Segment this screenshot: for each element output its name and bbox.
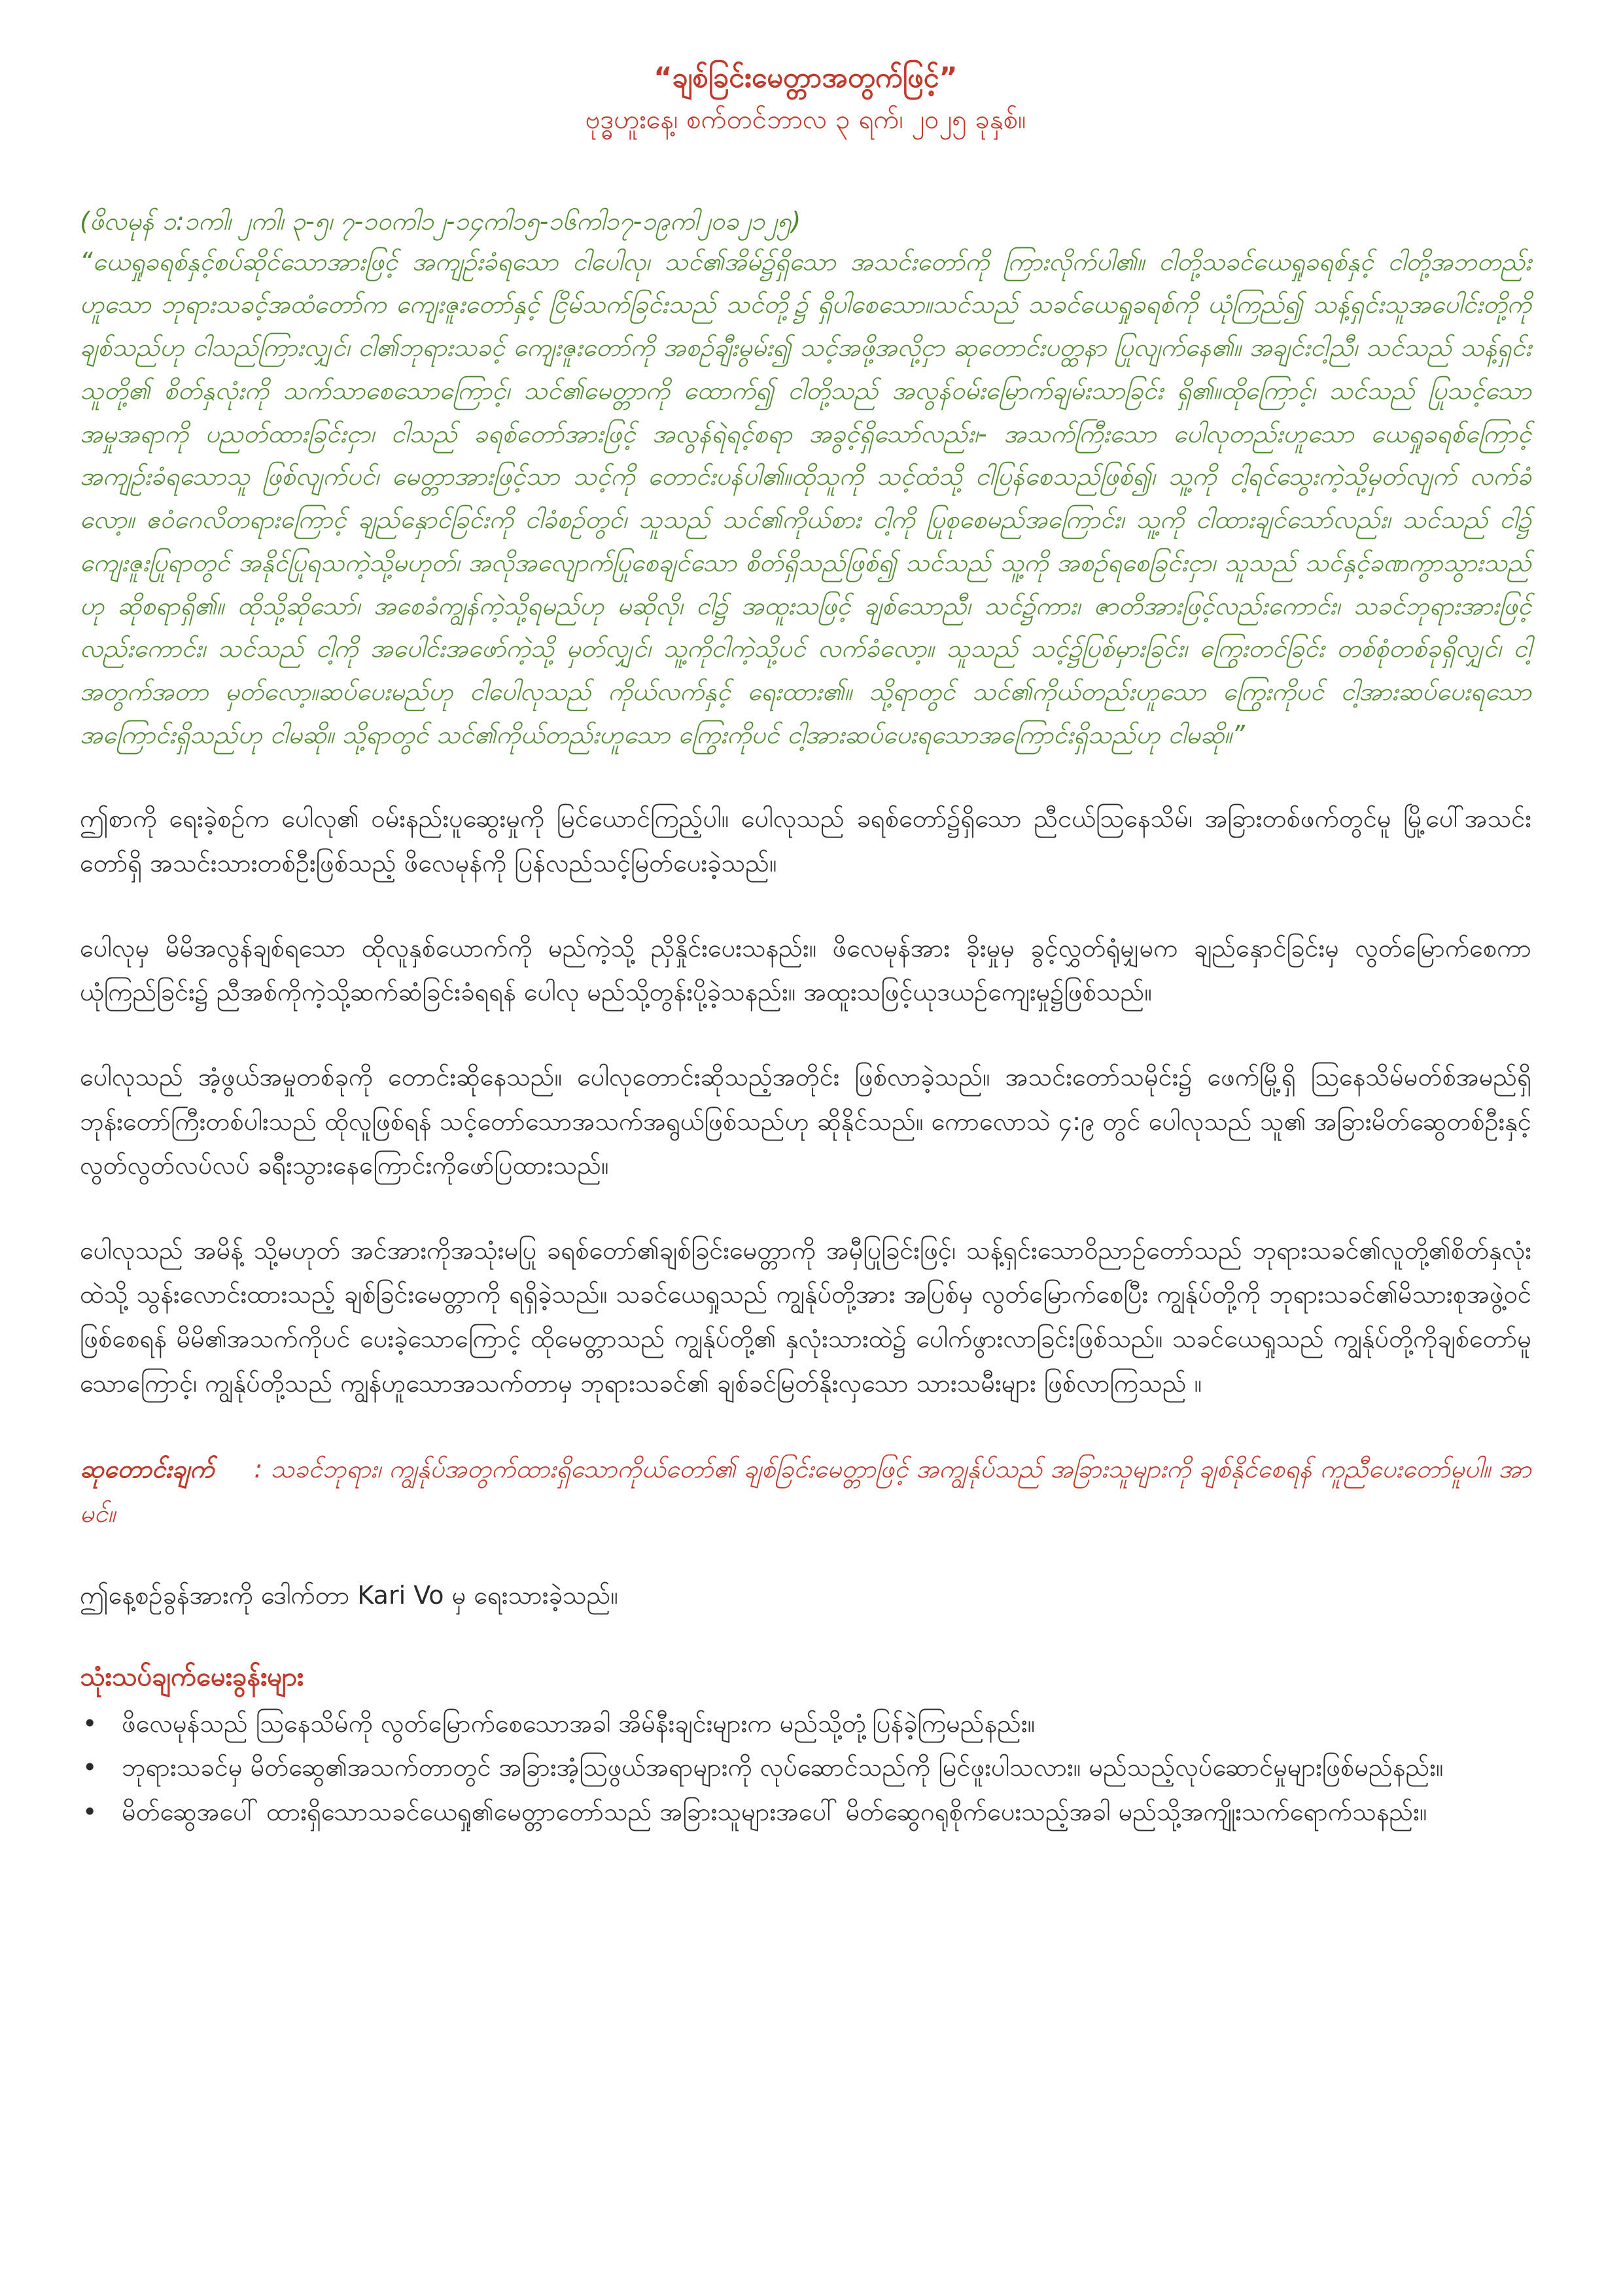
body-paragraph-3: ပေါလုသည် အံ့ဖွယ်အမှုတစ်ခုကို တောင်းဆိုနေသည်။ ပေါလုတောင်းဆိုသည့်အတိုင်း ဖြစ်လာခဲ့သည်။ အသင်းတော်သမိုင်း၌ ဖေက်မြို့ရှိ ဩနေသိမ်မတ်စ်အမည်ရှိ ဘုန်းတော်ကြီးတစ်ပါးသည် ထိုလူဖြစ်ရန် သင့်တော်သောအသက်အရွယ်ဖြစ်သည်ဟု ဆိုနိုင်သည်။ ကောလောသဲ ၄:၉ တွင် ပေါလုသည် သူ၏ အခြားမိတ်ဆွေတစ်ဦးနှင့်လွတ်လွတ်လပ်လပ် ခရီးသွားနေကြောင်းကိုဖော်ပြထားသည်။ bbox=[80, 1062, 1531, 1180]
list-item bbox=[80, 1790, 1531, 1835]
scripture-text: “ယေရှုခရစ်နှင့်စပ်ဆိုင်သောအားဖြင့် အကျဉ်းခံရသော ငါပေါလု၊ သင်၏အိမ်၌ရှိသော အသင်းတော်ကို ကြားလိုက်ပါ၏။ ငါတို့သခင်ယေရှုခရစ်နှင့် ငါတို့အဘတည်းဟူသော ဘုရားသခင့်အထံတော်က ကျေးဇူးတော်နှင့် ငြိမ်သက်ခြင်းသည် သင်တို့၌ ရှိပါစေသော။သင်သည် သခင်ယေရှုခရစ်ကို ယုံကြည်၍ သန့်ရှင်းသူအပေါင်းတို့ကို ချစ်သည်ဟု ငါသည်ကြားလျှင်၊ ငါ၏ဘုရားသခင့် ကျေးဇူးတော်ကို အစဉ်ချီးမွမ်း၍ သင့်အဖို့အလို့ငှာ ဆုတောင်းပတ္ထနာ ပြုလျက်နေ၏။ အချင်းငါ့ညီ၊ သင်သည် သန့်ရှင်းသူတို့၏ စိတ်နှလုံးကို သက်သာစေသောကြောင့်၊ သင်၏မေတ္တာကို ထောက်၍ ငါတို့သည် အလွန်ဝမ်းမြောက်ချမ်းသာခြင်း ရှိ၏။ထိုကြောင့်၊ သင်သည် ပြုသင့်သောအမှုအရာကို ပညတ်ထားခြင်းငှာ၊ ငါသည် ခရစ်တော်အားဖြင့် အလွန်ရဲရင့်စရာ အခွင့်ရှိသော်လည်း၊- အသက်ကြီးသော ပေါလုတည်းဟူသော ယေရှုခရစ်ကြောင့် အကျဉ်းခံရသောသူ ဖြစ်လျက်ပင်၊ မေတ္တာအားဖြင့်သာ သင့်ကို တောင်းပန်ပါ၏။ထိုသူကို သင့်ထံသို့ ငါပြန်စေသည်ဖြစ်၍၊ သူ့ကို ငါ့ရင်သွေးကဲ့သို့မှတ်လျက် လက်ခံလော့။ ဧဝံဂေလိတရားကြောင့် ချည်နှောင်ခြင်းကို ငါခံစဉ်တွင်၊ သူသည် သင်၏ကိုယ်စား ငါ့ကို ပြုစုစေမည်အကြောင်း၊ သူ့ကို ငါထားချင်သော်လည်း၊ သင်သည် ငါ၌ ကျေးဇူးပြုရာတွင် အနိုင်ပြုရသကဲ့သို့မဟုတ်၊ အလိုအလျောက်ပြုစေချင်သော စိတ်ရှိသည်ဖြစ်၍ သင်သည် သူ့ကို အစဉ်ရစေခြင်းငှာ၊ သူသည် သင်နှင့်ခဏကွာသွားသည်ဟု ဆိုစရာရှိ၏။ ထိုသို့ဆိုသော်၊ အစေခံကျွန်ကဲ့သို့ရမည်ဟု မဆိုလို၊ ငါ၌ အထူးသဖြင့် ချစ်သောညီ၊ သင်၌ကား၊ ဇာတိအားဖြင့်လည်းကောင်း၊ သခင်ဘုရားအားဖြင့်လည်းကောင်း၊ သင်သည် ငါ့ကို အပေါင်းအဖော်ကဲ့သို့ မှတ်လျှင်၊ သူ့ကိုငါကဲ့သို့ပင် လက်ခံလော့။ သူသည် သင့်၌ပြစ်မှားခြင်း၊ ကြွေးတင်ခြင်း တစ်စုံတစ်ခုရှိလျှင်၊ ငါ့အတွက်အတာ မှတ်လော့။ဆပ်ပေးမည်ဟု ငါပေါလုသည် ကိုယ်လက်နှင့် ရေးထား၏။ သို့ရာတွင် သင်၏ကိုယ်တည်းဟူသော ကြွေးကိုပင် ငါ့အားဆပ်ပေးရသောအကြောင်းရှိသည်ဟု ငါမဆို။ သို့ရာတွင် သင်၏ကိုယ်တည်းဟူသော ကြွေးကိုပင် ငါ့အားဆပ်ပေးရသောအကြောင်းရှိသည်ဟု ငါမဆို။” bbox=[80, 247, 1531, 749]
page-title: “ချစ်ခြင်းမေတ္တာအတွက်ဖြင့်” bbox=[654, 62, 958, 94]
date-line: ဗုဒ္ဓဟူးနေ့၊ စက်တင်ဘာလ ၃ ရက်၊ ၂၀၂၅ ခုနှစ်။ bbox=[585, 104, 1026, 135]
question-text: ဖိလေမုန်သည် ဩနေသိမ်ကို လွတ်မြောက်စေသောအခါ အိမ်နီးချင်းများက မည်သို့တုံ့ပြန်ခဲ့ကြမည်နည်း။ bbox=[122, 1708, 1036, 1738]
bullet-icon: • bbox=[82, 1753, 97, 1782]
bullet-icon: • bbox=[82, 1797, 97, 1826]
bullet-icon: • bbox=[82, 1708, 97, 1738]
body-paragraph-2: ပေါလုမှ မိမိအလွန်ချစ်ရသော ထိုလူနှစ်ယောက်ကို မည်ကဲ့သို့ ညှိနှိုင်းပေးသနည်း။ ဖိလေမုန်အား ခိုးမှုမှ ခွင့်လွှတ်ရုံမျှမက ချည်နှောင်ခြင်းမှ လွတ်မြောက်စေကာ ယုံကြည်ခြင်း၌ ညီအစ်ကိုကဲ့သို့ဆက်ဆံခြင်းခံရရန် ပေါလု မည်သို့တွန်းပို့ခဲ့သနည်း။ အထူးသဖြင့်ယုဒယဉ်ကျေးမှု၌ဖြစ်သည်။ bbox=[80, 933, 1531, 1007]
scripture-reference: (ဖိလမုန် ၁:၁ကါ၊ ၂ကါ၊ ၃-၅၊ ၇-၁၀ကါ၁၂-၁၄ကါ၁၅-၁၆ကါ၁၇-၁၉ကါ၂၀ခ၂၁၂၅) bbox=[80, 206, 801, 236]
list-item bbox=[80, 1746, 1531, 1790]
prayer-label: ဆုတောင်းချက် bbox=[80, 1455, 215, 1484]
question-text: မိတ်ဆွေအပေါ် ထားရှိသောသခင်ယေရှု၏မေတ္တာတော်သည် အခြားသူများအပေါ် မိတ်ဆွေဂရုစိုက်ပေးသည့်အခါ မည်သို့အကျိုးသက်ရောက်သနည်း။ bbox=[122, 1797, 1427, 1826]
author-line: ဤနေ့စဉ်ခွန်အားကို ဒေါက်တာ Kari Vo မှ ရေးသားခဲ့သည်။ bbox=[80, 1580, 618, 1610]
prayer-block bbox=[80, 1447, 1531, 1536]
body-paragraph-1: ဤစာကို ရေးခဲ့စဉ်က ပေါလု၏ ဝမ်းနည်းပူဆွေးမှုကို မြင်ယောင်ကြည့်ပါ။ ပေါလုသည် ခရစ်တော်၌ရှိသော ညီငယ်ဩနေသိမ်၊ အခြားတစ်ဖက်တွင်မူ မြို့ပေါ်အသင်းတော်ရှိ အသင်းသားတစ်ဦးဖြစ်သည့် ဖိလေမုန်ကို ပြန်လည်သင့်မြတ်ပေးခဲ့သည်။ bbox=[80, 804, 1531, 878]
prayer-text: : သခင်ဘုရား၊ ကျွန်ုပ်အတွက်ထားရှိသောကိုယ်တော်၏ ချစ်ခြင်းမေတ္တာဖြင့် အကျွန်ုပ်သည် အခြားသူများကို ချစ်နိုင်စေရန် ကူညီပေးတော်မူပါ။ အာမင်။ bbox=[80, 1455, 1531, 1528]
question-text: ဘုရားသခင်မှ မိတ်ဆွေ၏အသက်တာတွင် အခြားအံ့သြဖွယ်အရာများကို လုပ်ဆောင်သည်ကို မြင်ဖူးပါသလား။ မည်သည့်လုပ်ဆောင်မှုများဖြစ်မည်နည်း။ bbox=[122, 1753, 1444, 1782]
questions-list bbox=[80, 1702, 1531, 1835]
questions-title: သုံးသပ်ချက်မေးခွန်းများ bbox=[80, 1661, 304, 1692]
body-paragraph-4: ပေါလုသည် အမိန့် သို့မဟုတ် အင်အားကိုအသုံးမပြု ခရစ်တော်၏ချစ်ခြင်းမေတ္တာကို အမှီပြုခြင်းဖြင့်၊ သန့်ရှင်းသောဝိညာဉ်တော်သည် ဘုရားသခင်၏လူတို့၏စိတ်နှလုံးထဲသို့ သွန်းလောင်းထားသည့် ချစ်ခြင်းမေတ္တာကို ရရှိခဲ့သည်။ သခင်ယေရှုသည် ကျွန်ုပ်တို့အား အပြစ်မှ လွတ်မြောက်စေပြီး ကျွန်ုပ်တို့ကို ဘုရားသခင်၏မိသားစုအဖွဲ့ဝင်ဖြစ်စေရန် မိမိ၏အသက်ကိုပင် ပေးခဲ့သောကြောင့် ထိုမေတ္တာသည် ကျွန်ုပ်တို့၏ နှလုံးသားထဲ၌ ပေါက်ဖွားလာခြင်းဖြစ်သည်။ သခင်ယေရှုသည် ကျွန်ုပ်တို့ကိုချစ်တော်မူသောကြောင့်၊ ကျွန်ုပ်တို့သည် ကျွန်ဟူသောအသက်တာမှ ဘုရားသခင်၏ ချစ်ခင်မြတ်နိုးလှသော သားသမီးများ ဖြစ်လာကြသည် ။ bbox=[80, 1235, 1531, 1398]
list-item bbox=[80, 1702, 1531, 1746]
